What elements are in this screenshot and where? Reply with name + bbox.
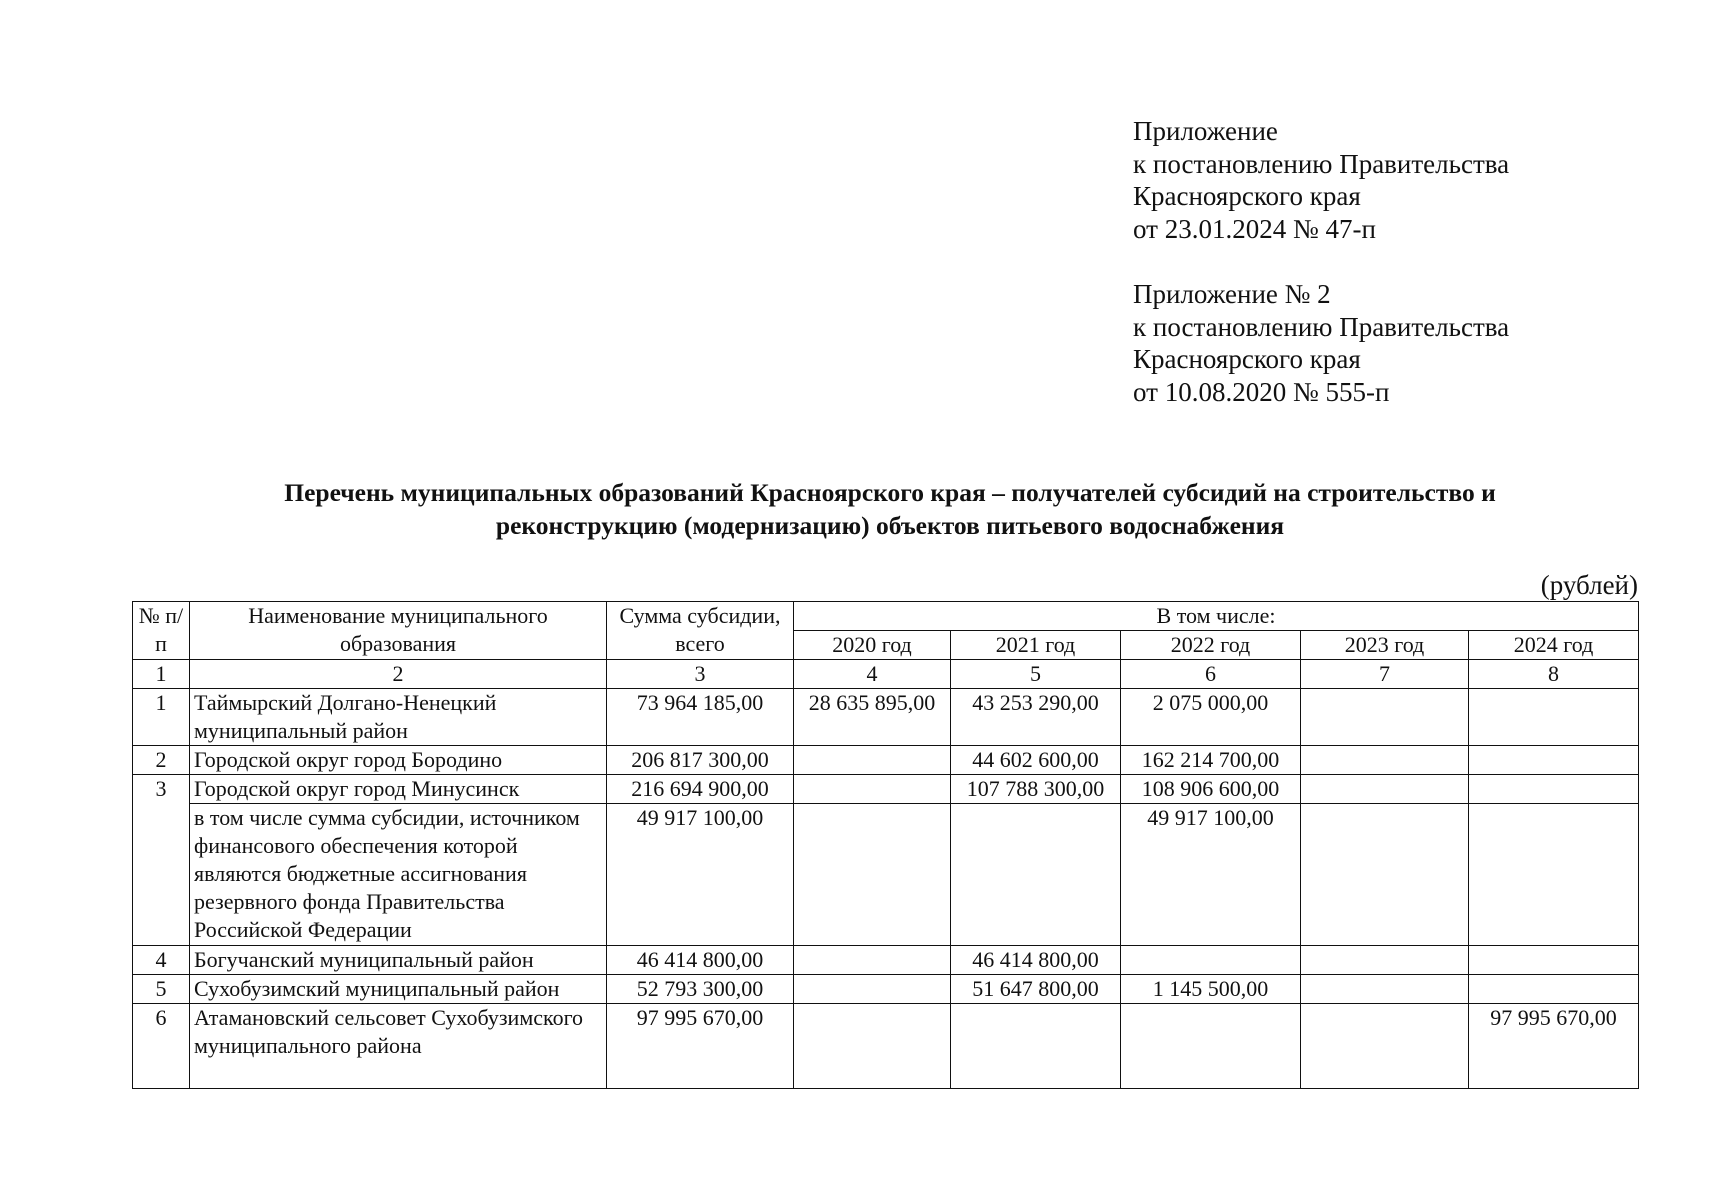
row-2023 <box>1301 746 1469 775</box>
row-2023 <box>1301 775 1469 804</box>
document-title-line-2: реконструкцию (модернизацию) объектов питьевого водоснабжения <box>495 511 1285 540</box>
row-name: Таймырский Долгано-Ненецкий муниципальный район <box>190 689 607 746</box>
row-2021 <box>951 804 1121 946</box>
table-row <box>133 775 1639 804</box>
row-total: 46 414 800,00 <box>607 946 794 975</box>
header-year-2020: 2020 год <box>794 631 951 660</box>
table-row <box>133 689 1639 746</box>
row-total: 97 995 670,00 <box>607 1004 794 1089</box>
column-number: 2 <box>190 660 607 689</box>
header-including: В том числе: <box>794 602 1639 631</box>
row-2024 <box>1469 946 1639 975</box>
column-number: 3 <box>607 660 794 689</box>
header-year-2024: 2024 год <box>1469 631 1639 660</box>
column-number: 8 <box>1469 660 1639 689</box>
row-2020 <box>794 804 951 946</box>
row-total: 52 793 300,00 <box>607 975 794 1004</box>
header-row-1 <box>133 602 1639 631</box>
row-2024 <box>1469 689 1639 746</box>
table-row <box>133 1004 1639 1089</box>
row-2022: 162 214 700,00 <box>1121 746 1301 775</box>
row-2022: 49 917 100,00 <box>1121 804 1301 946</box>
table-subrow <box>133 804 1639 946</box>
row-2023 <box>1301 975 1469 1004</box>
row-2022: 108 906 600,00 <box>1121 775 1301 804</box>
row-2024 <box>1469 804 1639 946</box>
row-num: 6 <box>133 1004 190 1089</box>
column-numbers-row <box>133 660 1639 689</box>
units-label: (рублей) <box>1540 570 1638 600</box>
appendix-line: Красноярского края <box>1133 344 1361 374</box>
row-name: Сухобузимский муниципальный район <box>190 975 607 1004</box>
row-name: Богучанский муниципальный район <box>190 946 607 975</box>
appendix-reference-2 <box>1133 278 1509 408</box>
row-total: 49 917 100,00 <box>607 804 794 946</box>
row-2021: 43 253 290,00 <box>951 689 1121 746</box>
column-number: 7 <box>1301 660 1469 689</box>
column-number: 1 <box>133 660 190 689</box>
row-2024 <box>1469 775 1639 804</box>
table-row <box>133 746 1639 775</box>
row-2020 <box>794 975 951 1004</box>
header-name: Наименование муниципального образования <box>190 602 607 660</box>
row-2023 <box>1301 689 1469 746</box>
header-year-2023: 2023 год <box>1301 631 1469 660</box>
row-total: 216 694 900,00 <box>607 775 794 804</box>
row-2020: 28 635 895,00 <box>794 689 951 746</box>
header-total: Сумма субсидии, всего <box>607 602 794 660</box>
row-2021: 107 788 300,00 <box>951 775 1121 804</box>
appendix-line: Приложение <box>1133 116 1278 146</box>
row-2021: 51 647 800,00 <box>951 975 1121 1004</box>
appendix-line: к постановлению Правительства <box>1133 148 1510 179</box>
subsidy-table <box>132 601 1639 1089</box>
appendix-line: от 23.01.2024 № 47-п <box>1133 213 1376 244</box>
row-2021: 44 602 600,00 <box>951 746 1121 775</box>
row-num: 1 <box>133 689 190 746</box>
appendix-reference-1 <box>1133 115 1509 245</box>
row-2020 <box>794 775 951 804</box>
row-num: 5 <box>133 975 190 1004</box>
row-2022: 2 075 000,00 <box>1121 689 1301 746</box>
row-name: Городской округ город Бородино <box>190 746 607 775</box>
row-2024 <box>1469 975 1639 1004</box>
document-title <box>150 476 1630 542</box>
row-total: 73 964 185,00 <box>607 689 794 746</box>
header-year-2022: 2022 год <box>1121 631 1301 660</box>
row-2022 <box>1121 946 1301 975</box>
row-2023 <box>1301 804 1469 946</box>
row-2024: 97 995 670,00 <box>1469 1004 1639 1089</box>
appendix-line: к постановлению Правительства <box>1133 311 1510 342</box>
row-total: 206 817 300,00 <box>607 746 794 775</box>
row-2020 <box>794 1004 951 1089</box>
appendix-line: от 10.08.2020 № 555-п <box>1133 376 1390 407</box>
row-num: 3 <box>133 775 190 946</box>
appendix-line: Красноярского края <box>1133 181 1361 211</box>
column-number: 5 <box>951 660 1121 689</box>
row-2023 <box>1301 1004 1469 1089</box>
row-2022 <box>1121 1004 1301 1089</box>
subrow-name: в том числе сумма субсидии, источником финансового обеспечения которой являются бюджетные ассигнования резервного фонда Правительства Российской Федерации <box>190 804 607 946</box>
row-2020 <box>794 746 951 775</box>
table-row <box>133 946 1639 975</box>
document-title-line-1: Перечень муниципальных образований Красноярского края – получателей субсидий на строительство и <box>284 478 1496 507</box>
row-2023 <box>1301 946 1469 975</box>
appendix-line: Приложение № 2 <box>1133 279 1331 309</box>
header-num: № п/п <box>133 602 190 660</box>
row-2022: 1 145 500,00 <box>1121 975 1301 1004</box>
row-2021: 46 414 800,00 <box>951 946 1121 975</box>
row-2024 <box>1469 746 1639 775</box>
row-num: 2 <box>133 746 190 775</box>
row-2021 <box>951 1004 1121 1089</box>
column-number: 4 <box>794 660 951 689</box>
row-name: Городской округ город Минусинск <box>190 775 607 804</box>
row-num: 4 <box>133 946 190 975</box>
row-name: Атамановский сельсовет Сухобузимского муниципального района <box>190 1004 607 1089</box>
row-2020 <box>794 946 951 975</box>
column-number: 6 <box>1121 660 1301 689</box>
table-row <box>133 975 1639 1004</box>
header-year-2021: 2021 год <box>951 631 1121 660</box>
